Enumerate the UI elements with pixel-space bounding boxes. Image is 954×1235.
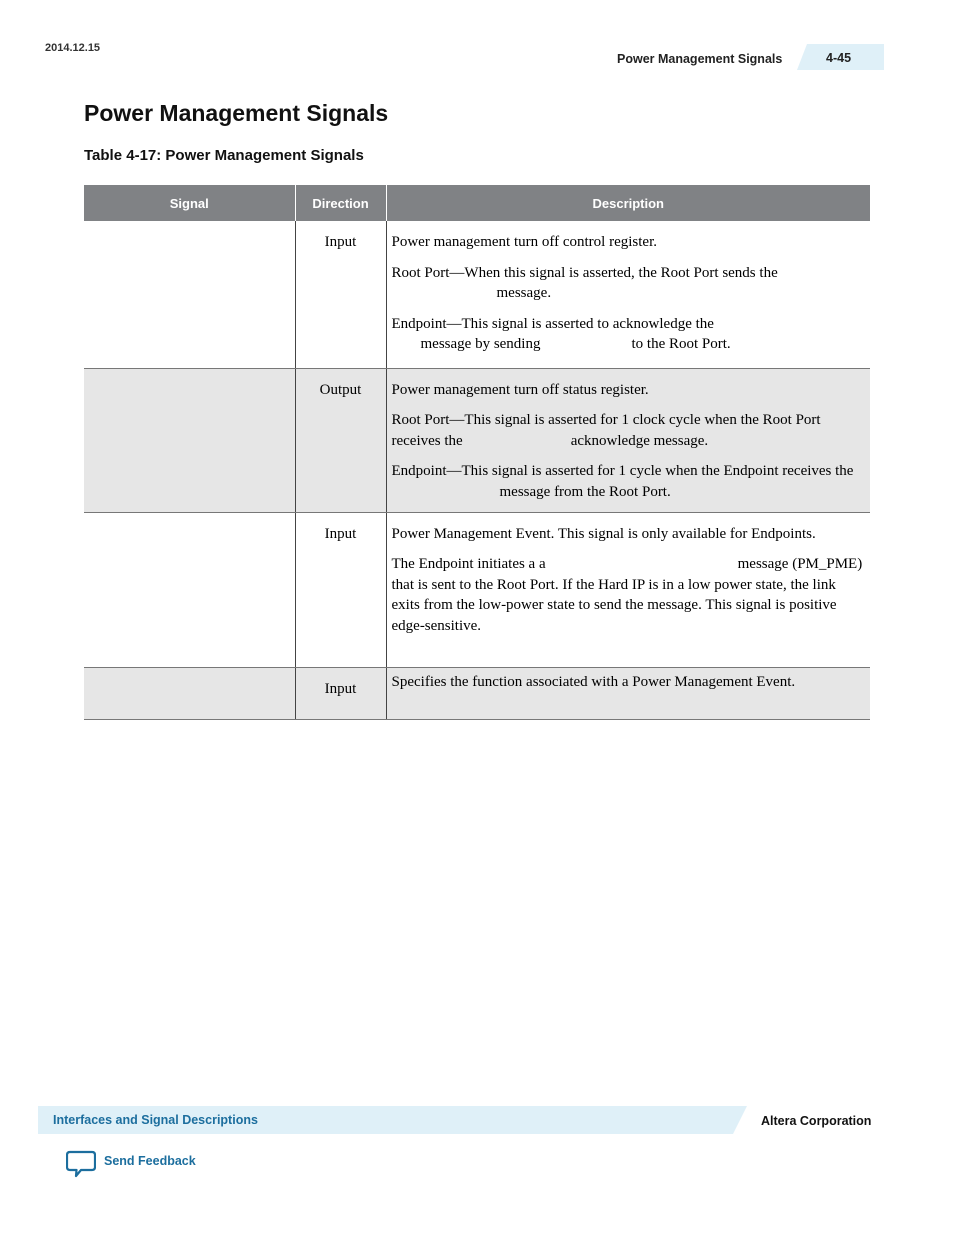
table-row <box>84 512 870 667</box>
description-text <box>392 263 865 304</box>
signal-cell <box>84 512 295 667</box>
direction-cell: Input <box>295 221 386 368</box>
description-text: Power Management Event. This signal is only available for Endpoints. <box>391 525 816 542</box>
description-text: message. <box>496 285 552 301</box>
description-text: Root Port—When this signal is asserted, the Root Port sends the <box>391 264 778 281</box>
header-section-title: Power Management Signals <box>617 52 783 66</box>
table-row <box>84 368 870 512</box>
power-management-signals-table <box>84 185 870 720</box>
description-text: (PM_PME) that is sent to the Root Port. If the Hard IP is in a low power state, the link exits from the low-power state to send the message. This signal is positive edge-sensitive. <box>391 556 863 634</box>
direction-cell: Output <box>295 368 386 512</box>
description-text: message from the Root Port. <box>499 483 671 500</box>
description-text: Endpoint—This signal is asserted to acknowledge the <box>391 315 714 332</box>
description-cell <box>386 667 870 719</box>
description-text: Endpoint—This signal is asserted for 1 cycle when the Endpoint receives the <box>391 463 854 479</box>
description-text: Specifies the function associated with a Power Management Event. <box>391 673 796 690</box>
description-text <box>392 410 865 451</box>
description-cell <box>386 512 870 667</box>
column-header-signal: Signal <box>84 185 295 221</box>
page-title: Power Management Signals <box>84 100 389 126</box>
description-text: to the Root Port. <box>631 336 731 352</box>
table-row <box>84 667 870 719</box>
description-text: Root Port—This signal is asserted for 1 clock cycle when the Root Port receives the <box>391 412 821 449</box>
column-header-direction: Direction <box>295 185 386 221</box>
description-text: message <box>737 556 789 572</box>
signal-cell <box>84 221 295 368</box>
description-cell <box>386 368 870 512</box>
direction-cell: Input <box>295 667 386 719</box>
header-page-number: 4-45 <box>826 51 852 65</box>
footer-company: Altera Corporation <box>761 1114 872 1128</box>
description-text <box>392 461 865 502</box>
description-text: Power management turn off status register. <box>391 381 649 398</box>
table-caption: Table 4-17: Power Management Signals <box>84 147 364 164</box>
description-text: message by sending <box>420 336 541 352</box>
page-date: 2014.12.15 <box>45 42 101 54</box>
table-row <box>84 221 870 368</box>
description-text <box>392 314 865 355</box>
description-text: acknowledge message. <box>570 432 709 449</box>
description-cell <box>386 221 870 368</box>
column-header-description: Description <box>386 185 870 221</box>
footer-section-link[interactable]: Interfaces and Signal Descriptions <box>53 1113 258 1127</box>
signal-cell <box>84 368 295 512</box>
send-feedback-link[interactable]: Send Feedback <box>104 1154 196 1168</box>
table-header-row <box>84 185 870 221</box>
signal-cell <box>84 667 295 719</box>
description-text: Power management turn off control register. <box>391 234 657 250</box>
speech-bubble-icon[interactable] <box>66 1150 96 1178</box>
description-text: The Endpoint initiates a a <box>391 556 546 572</box>
description-text <box>392 554 865 636</box>
direction-cell: Input <box>295 512 386 667</box>
